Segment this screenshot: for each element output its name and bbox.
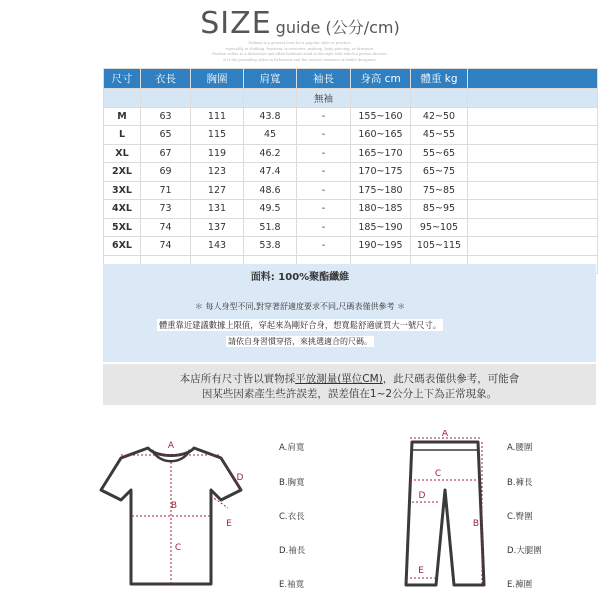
disclaimer-post: ，此尺碼表僅供參考，可能會	[382, 373, 520, 385]
table-row	[104, 181, 598, 200]
height-cell: 160~165	[351, 126, 411, 145]
header-length: 衣長	[141, 69, 191, 89]
size-cell: 4XL	[104, 200, 141, 219]
header-height: 身高 cm	[351, 69, 411, 89]
size-cell: 2XL	[104, 163, 141, 182]
empty-cell	[468, 144, 598, 163]
header-sleeve: 袖長	[297, 69, 351, 89]
pants-label-e: E.褲圍	[507, 580, 533, 590]
shirt-label-d: D.袖長	[279, 546, 306, 556]
weight-cell: 105~115	[411, 237, 468, 256]
sleeve-cell: -	[297, 163, 351, 182]
sleeve-cell: -	[297, 126, 351, 145]
chest-cell: 131	[191, 200, 244, 219]
length-cell: 71	[141, 181, 191, 200]
sleeve-cell: -	[297, 218, 351, 237]
weight-cell: 65~75	[411, 163, 468, 182]
table-row	[104, 126, 598, 145]
size-cell: M	[104, 107, 141, 126]
table-row	[104, 237, 598, 256]
table-row	[104, 144, 598, 163]
disclaimer-line-1	[103, 371, 596, 386]
shirt-letter-b: B	[170, 501, 178, 511]
empty-cell	[468, 181, 598, 200]
shirt-letter-d: D	[236, 473, 244, 483]
disclaimer-line-2: 因某些因素產生些許誤差，誤差值在1~2公分上下為正常現象。	[201, 388, 498, 400]
shirt-letter-e: E	[226, 519, 232, 529]
pants-outline	[406, 442, 484, 585]
weight-cell: 55~65	[411, 144, 468, 163]
length-cell: 74	[141, 237, 191, 256]
empty-cell	[468, 126, 598, 145]
title-size: SIZE	[200, 6, 272, 41]
pants-letter-e: E	[418, 566, 424, 576]
title-unit: guide (公分/cm)	[275, 18, 400, 37]
size-cell: 3XL	[104, 181, 141, 200]
tagline-line: especially in clothing, footwear, accessories, makeup, body piercing, or furniture.	[225, 47, 375, 51]
length-cell: 74	[141, 218, 191, 237]
chest-cell: 111	[191, 107, 244, 126]
pants-letter-c: C	[434, 469, 442, 479]
table-row	[104, 218, 598, 237]
pants-label-d: D.大腿圍	[507, 546, 542, 556]
height-cell: 155~160	[351, 107, 411, 126]
empty-cell	[468, 163, 598, 182]
length-cell: 69	[141, 163, 191, 182]
height-cell: 175~180	[351, 181, 411, 200]
header-chest: 胸圍	[191, 69, 244, 89]
header-weight: 體重 kg	[411, 69, 468, 89]
height-cell: 190~195	[351, 237, 411, 256]
shirt-label-b: B.胸寬	[279, 478, 305, 488]
size-cell: L	[104, 126, 141, 145]
shoulder-cell: 45	[244, 126, 297, 145]
header-shoulder: 肩寬	[244, 69, 297, 89]
sleeveless-note: 無袖	[297, 89, 351, 108]
length-cell: 73	[141, 200, 191, 219]
empty-cell	[468, 218, 598, 237]
header-empty	[468, 69, 598, 89]
chest-cell: 143	[191, 237, 244, 256]
shirt-label-e: E.袖寬	[279, 580, 305, 590]
shirt-letter-c: C	[174, 543, 182, 553]
pants-letter-b: B	[472, 519, 480, 529]
length-cell: 67	[141, 144, 191, 163]
pants-letter-a: A	[441, 430, 449, 439]
note-line-3	[0, 336, 600, 347]
sleeve-cell: -	[297, 237, 351, 256]
length-cell: 63	[141, 107, 191, 126]
weight-cell: 42~50	[411, 107, 468, 126]
table-row	[104, 107, 598, 126]
note-line-2-text: 體重靠近建議數據上限值，穿起來為剛好合身，想寬鬆舒適就買大一號尺寸。	[158, 320, 442, 330]
disclaimer-pre: 本店所有尺寸皆以實物採	[179, 373, 296, 385]
weight-cell: 85~95	[411, 200, 468, 219]
pants-diagram	[400, 430, 490, 590]
tagline-line: It is the prevailing styles in behaviour and the newest creations of textile designers.	[223, 58, 377, 62]
empty-cell	[468, 200, 598, 219]
fabric-text: 面料: 100%聚酯纖維	[250, 272, 350, 283]
tagline-line: Fashion is a general term for a popular style or practice,	[248, 41, 352, 45]
shirt-letter-a: A	[167, 441, 175, 451]
shirt-label-a: A.肩寬	[279, 443, 305, 453]
size-table	[103, 68, 598, 274]
note-line-3-text: 請依自身習慣穿搭，來挑選適合的尺碼。	[228, 337, 372, 346]
shirt-label-c: C.衣長	[279, 512, 305, 522]
pants-label-c: C.臀圍	[507, 512, 533, 522]
shoulder-cell: 53.8	[244, 237, 297, 256]
chest-cell: 119	[191, 144, 244, 163]
weight-cell: 75~85	[411, 181, 468, 200]
size-cell: XL	[104, 144, 141, 163]
height-cell: 180~185	[351, 200, 411, 219]
size-cell: 5XL	[104, 218, 141, 237]
tshirt-diagram	[96, 438, 246, 588]
header-size: 尺寸	[104, 69, 141, 89]
tagline-line: Fashion refers to a distinctive and often habitual trend in the style with which a person dresses.	[212, 52, 388, 56]
sleeve-cell: -	[297, 181, 351, 200]
empty-cell	[468, 107, 598, 126]
shoulder-cell: 47.4	[244, 163, 297, 182]
height-cell: 170~175	[351, 163, 411, 182]
pants-letter-d: D	[418, 491, 426, 501]
shoulder-cell: 43.8	[244, 107, 297, 126]
sleeve-cell: -	[297, 144, 351, 163]
pants-label-a: A.腰圍	[507, 443, 533, 453]
shoulder-cell: 46.2	[244, 144, 297, 163]
shoulder-cell: 48.6	[244, 181, 297, 200]
page-title	[0, 6, 600, 41]
weight-cell: 95~105	[411, 218, 468, 237]
note-line-2	[0, 319, 600, 331]
sleeve-cell: -	[297, 107, 351, 126]
empty-cell	[468, 237, 598, 256]
chest-cell: 137	[191, 218, 244, 237]
table-row	[104, 200, 598, 219]
height-cell: 185~190	[351, 218, 411, 237]
length-cell: 65	[141, 126, 191, 145]
weight-cell: 45~55	[411, 126, 468, 145]
size-cell: 6XL	[104, 237, 141, 256]
shoulder-cell: 51.8	[244, 218, 297, 237]
sleeve-cell: -	[297, 200, 351, 219]
shoulder-cell: 49.5	[244, 200, 297, 219]
chest-cell: 123	[191, 163, 244, 182]
note-line-1: ＊ 每人身型不同,對穿著舒適度要求不同,尺碼表僅供參考 ＊	[194, 302, 406, 311]
height-cell: 165~170	[351, 144, 411, 163]
chest-cell: 127	[191, 181, 244, 200]
chest-cell: 115	[191, 126, 244, 145]
table-row	[104, 163, 598, 182]
pants-label-b: B.褲長	[507, 478, 533, 488]
disclaimer-underlined: 平放測量(單位CM)	[295, 373, 383, 385]
